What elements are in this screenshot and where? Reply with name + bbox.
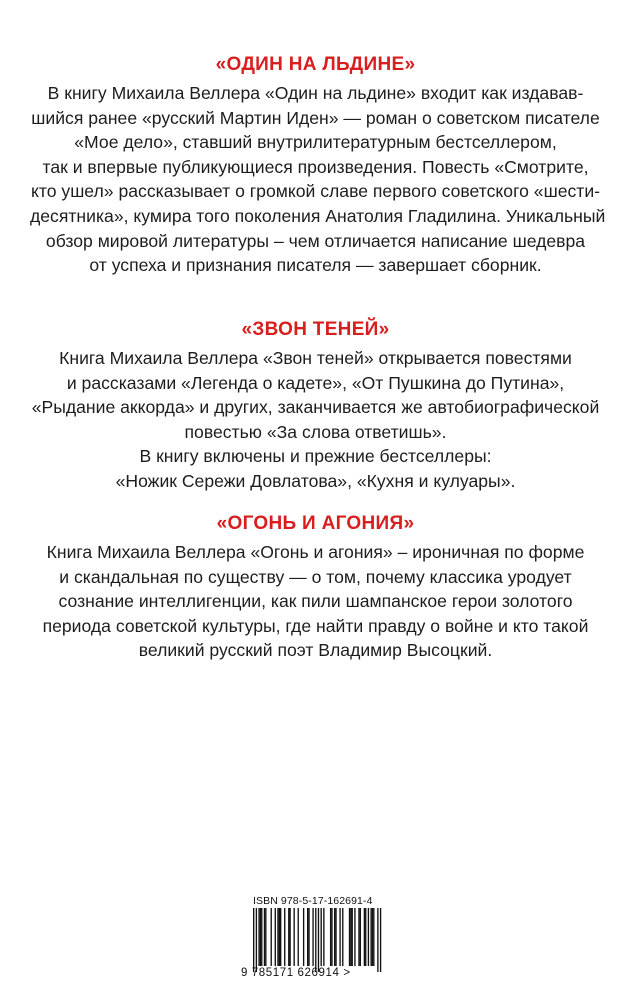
barcode-bar	[264, 908, 265, 966]
text-line: великий русский поэт Владимир Высоцкий.	[138, 640, 493, 661]
text-line: Книга Михаила Веллера «Звон теней» открывается повестями	[59, 348, 572, 368]
barcode-bar	[358, 908, 359, 966]
section-title: «ОДИН НА ЛЬДИНЕ»	[215, 54, 416, 75]
barcode-bars	[241, 908, 393, 972]
text-line: от успеха и признания писателя — завершает сборник.	[89, 255, 542, 276]
barcode-bar	[256, 908, 257, 972]
text-line: «Рыдание аккорда» и других, заканчивается же автобиографической	[31, 397, 600, 418]
barcode-bar	[331, 908, 332, 966]
barcode-bar	[253, 908, 254, 972]
section-zvon-teney	[30, 318, 601, 494]
text-line: В книгу Михаила Веллера «Один на льдине» входит как издавав-	[47, 83, 584, 103]
barcode-bar	[258, 908, 259, 966]
section-title: «ЗВОН ТЕНЕЙ»	[241, 319, 390, 340]
text-line: и скандальная по существу — о том, почему классика уродует	[59, 566, 572, 587]
text-line: и рассказами «Легенда о кадете», «От Пушкина до Путина»,	[66, 372, 565, 393]
section-odin-na-ldine	[30, 53, 606, 278]
barcode-digits: 9 785171 626914 >	[241, 967, 351, 979]
barcode-bar	[289, 908, 290, 966]
barcode-bar	[315, 908, 316, 972]
barcode-bar	[339, 908, 340, 966]
barcode-bar	[321, 908, 322, 966]
text-line: кто ушел» рассказывает о громкой славе первого советского «шести-	[30, 181, 601, 202]
barcode-bar	[360, 908, 361, 966]
text-line: периода советской культуры, где найти правду о войне и кто такой	[42, 615, 589, 636]
text-line: В книгу включены и прежние бестселлеры:	[139, 446, 492, 467]
text-line: шийся ранее «русский Мартин Иден» — роман о советском писателе	[31, 107, 600, 128]
section-body	[30, 346, 601, 494]
section-ogon-i-agoniya	[30, 512, 601, 663]
text-line: «Ножик Сережи Довлатова», «Кухня и кулуары».	[115, 470, 516, 491]
barcode-bar	[373, 908, 374, 966]
barcode-bar	[312, 908, 313, 966]
barcode-bar	[277, 908, 278, 966]
barcode-bar	[288, 908, 289, 966]
barcode-bar	[354, 908, 355, 966]
barcode-bar	[368, 908, 369, 966]
barcode-bar	[372, 908, 373, 966]
barcode-bar	[349, 908, 350, 966]
barcode-bar	[298, 908, 299, 966]
isbn-label: ISBN 978-5-17-162691-4	[253, 895, 373, 907]
barcode-bar	[265, 908, 266, 966]
barcode-bar	[303, 908, 304, 966]
barcode-bar	[275, 908, 276, 966]
barcode-bar	[342, 908, 343, 966]
barcode-bar	[271, 908, 272, 966]
barcode-bar	[380, 908, 381, 972]
text-line: обзор мировой литературы – чем отличается написание шедевра	[45, 230, 586, 251]
barcode-bar	[364, 908, 365, 966]
text-line: повестью «За слова ответишь».	[184, 421, 447, 442]
text-line: так и впервые публикующиеся произведения. Повесть «Смотрите,	[42, 156, 589, 177]
isbn-barcode	[241, 895, 393, 985]
barcode-bar	[334, 908, 335, 966]
barcode-bar	[377, 908, 378, 972]
text-line: «Мое дело», ставший внутрилитературным бестселлером,	[74, 132, 557, 153]
barcode-bar	[294, 908, 295, 966]
barcode-bar	[352, 908, 353, 966]
section-title: «ОГОНЬ И АГОНИЯ»	[216, 513, 415, 534]
barcode-bar	[335, 908, 336, 966]
barcode-bar	[308, 908, 309, 966]
barcode-bar	[284, 908, 285, 966]
text-line: десятника», кумира того поколения Анатолия Гладилина. Уникальный	[30, 205, 606, 226]
barcode-bar	[370, 908, 371, 966]
barcode-bar	[279, 908, 280, 966]
barcode-bar	[260, 908, 261, 966]
barcode-bar	[323, 908, 324, 966]
barcode-bar	[261, 908, 262, 966]
section-body	[30, 81, 606, 278]
barcode-bar	[365, 908, 366, 966]
barcode-bar	[318, 908, 319, 972]
barcode-bar	[280, 908, 281, 966]
barcode-bar	[307, 908, 308, 966]
barcode-bar	[350, 908, 351, 966]
text-line: Книга Михаила Веллера «Огонь и агония» – ироничная по форме	[46, 542, 585, 562]
text-line: сознание интеллигенции, как пили шампанское герои золотого	[58, 591, 573, 612]
barcode-bar	[330, 908, 331, 966]
section-body	[30, 540, 601, 663]
